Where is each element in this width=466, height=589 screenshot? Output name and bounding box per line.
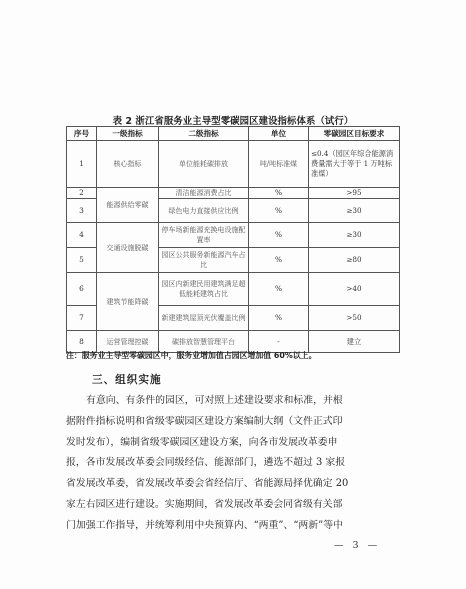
target-cell: 建立	[309, 331, 400, 353]
page-number: — 3 —	[334, 540, 381, 551]
target-cell: >95	[309, 188, 400, 199]
paragraph-line: 据附件指标说明和省级零碳园区建设方案编制大纲（文件正式印	[66, 415, 343, 427]
table-row	[67, 141, 400, 188]
level2-indicator: 单位能耗碳排放	[159, 141, 249, 188]
unit-cell: 吨/吨标准煤	[249, 141, 309, 188]
paragraph-line: 有意向、有条件的园区，可对照上述建设要求和标准，并根	[86, 395, 343, 406]
header-number: 序号	[67, 127, 97, 141]
paragraph-line: 门加强工作指导，并统筹利用中央预算内、“两重”、“两新”等中	[66, 519, 343, 531]
row-number: 8	[67, 331, 97, 353]
unit-cell: %	[249, 223, 309, 248]
level1-indicator: 交通设施脱碳	[97, 223, 159, 273]
table-note: 注：服务业主导型零碳园区中，服务业增加值占园区增加值 60%以上。	[66, 351, 317, 360]
level2-indicator: 园区内新建民用建筑满足超低能耗建筑占比	[159, 273, 249, 306]
table-row	[67, 223, 400, 248]
unit-cell: %	[249, 248, 309, 273]
section-heading: 三、组织实施	[92, 374, 162, 386]
row-number: 1	[67, 141, 97, 188]
level2-indicator: 绿色电力直接供应比例	[159, 199, 249, 223]
paragraph-line: 省发展改革委，省发展改革委会省经信厅、省能源局择优确定 20	[66, 478, 349, 490]
level2-indicator: 停车场新能源充换电设施配置率	[159, 223, 249, 248]
table-title: 表 2 浙江省服务业主导型零碳园区建设指标体系（试行）	[112, 116, 354, 127]
table-row	[67, 188, 400, 199]
level2-indicator: 清洁能源消费占比	[159, 188, 249, 199]
level2-indicator: 园区公共服务新能源汽车占比	[159, 248, 249, 273]
level1-indicator: 运营管理控碳	[97, 331, 159, 353]
target-cell: ≥30	[309, 223, 400, 248]
paragraph-line: 家左右园区进行建设。实施期间，省发展改革委会同省级有关部	[66, 498, 343, 510]
level1-indicator: 核心指标	[97, 141, 159, 188]
level2-indicator: 新建建筑屋顶光伏覆盖比例	[159, 306, 249, 331]
table-row	[67, 273, 400, 306]
target-cell: ≥30	[309, 199, 400, 223]
header-target: 零碳园区目标要求	[309, 127, 400, 141]
row-number: 4	[67, 223, 97, 248]
unit-cell: %	[249, 273, 309, 306]
body-paragraph	[66, 391, 400, 537]
level1-indicator: 能源供给零碳	[97, 188, 159, 223]
header-level1: 一级指标	[97, 127, 159, 141]
target-cell: >40	[309, 273, 400, 306]
row-number: 3	[67, 199, 97, 223]
header-level2: 二级指标	[159, 127, 249, 141]
unit-cell: %	[249, 199, 309, 223]
row-number: 6	[67, 273, 97, 306]
unit-cell: %	[249, 306, 309, 331]
target-cell: >50	[309, 306, 400, 331]
paragraph-line: 发时发布），编制省级零碳园区建设方案，向各市发展改革委申	[66, 436, 338, 448]
target-cell: ≤0.4（园区年综合能源消费量需大于等于 1 万吨标准煤）	[309, 141, 400, 188]
row-number: 5	[67, 248, 97, 273]
level2-indicator: 碳排放智慧管理平台	[159, 331, 249, 353]
header-unit: 单位	[249, 127, 309, 141]
table-header-row	[67, 127, 400, 141]
indicator-table	[66, 126, 400, 353]
unit-cell: -	[249, 331, 309, 353]
row-number: 7	[67, 306, 97, 331]
unit-cell: %	[249, 188, 309, 199]
target-cell: ≥80	[309, 248, 400, 273]
paragraph-line: 报，各市发展改革委会同级经信、能源部门，遴选不超过 3 家报	[66, 457, 346, 469]
row-number: 2	[67, 188, 97, 199]
level1-indicator: 建筑节能降碳	[97, 273, 159, 331]
